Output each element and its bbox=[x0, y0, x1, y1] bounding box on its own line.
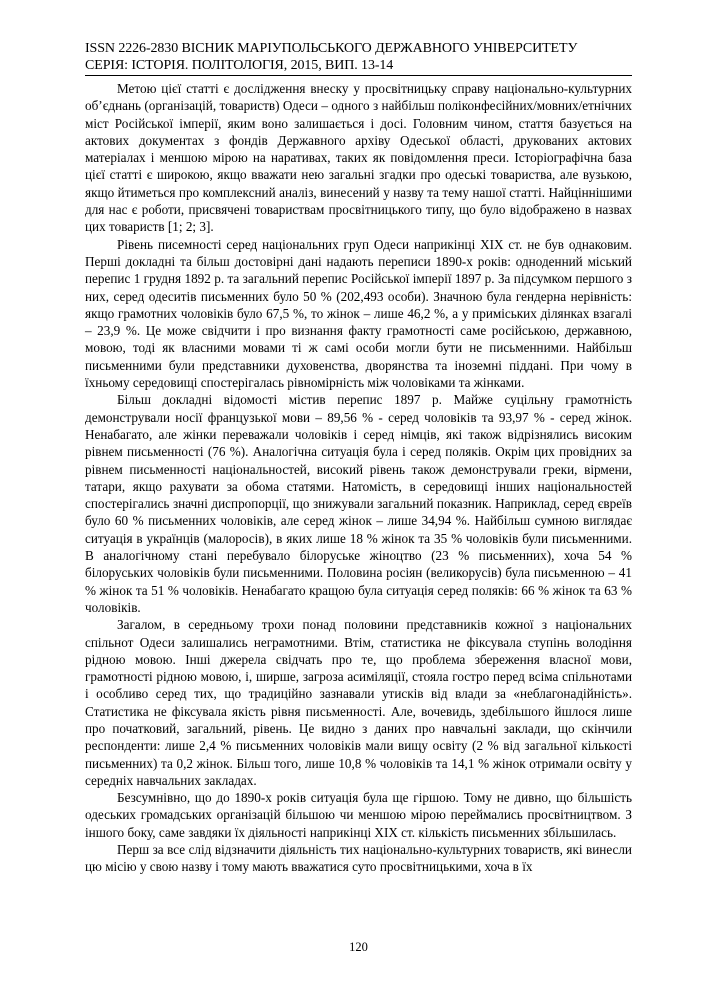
paragraph: Більш докладні відомості містив перепис 1897 р. Майже суцільну грамотність демонстрували носії французької мови – 89,56 % - серед чоловіків та 93,97 % - серед жінок. Ненабагато, але жінки переважали чоловіків і серед німців, які також відрізнялись високим рівнем письменності (76 %). Аналогічна ситуація була і серед поляків. Окрім цих провідних за рівнем письменності національностей, високий рівень також демонстрували греки, вірмени, татари, якщо рахувати за обома статями. Натомість, в середовищі інших національностей спостерігались значні диспропорції, що знижували загальний показник. Наприклад, серед євреїв було 60 % письменних чоловіків, але серед жінок – лише 34,94 %. Найбільш сумною виглядає ситуація в українців (малоросів), в яких лише 18 % жінок та 35 % чоловіків були письменними. В аналогічному стані перебувало білоруське жіноцтво (23 % письменних), хоча 54 % білоруських чоловіків були письменними. Половина росіян (великорусів) була письменною – 41 % жінок та 51 % чоловіків. Ненабагато кращою була ситуація серед поляків: 66 % жінок та 63 % чоловіків. bbox=[85, 392, 632, 615]
paragraph: Рівень писемності серед національних груп Одеси наприкінці XIX ст. не був однаковим. Перші докладні та більш достовірні дані надають переписи 1890-х років: одноденний міський перепис 1 грудня 1892 р. та загальний перепис Російської імперії 1897 р. За підсумком першого з них, серед одеситів письменних було 50 % (202,493 особи). Значною була гендерна нерівність: якщо грамотних чоловіків було 67,5 %, то жінок – лише 46,2 %, а у приміських ділянках взагалі – 23,9 %. Це може свідчити і про визнання факту грамотності саме російською, державною, мовою, тоді як власними мовами ті ж самі особи могли бути не письменними. Найбільш письменними були представники духовенства, дворянства та іноземні піддані. При чому в їхньому середовищі спостерігалась рівномірність між чоловіками та жінками. bbox=[85, 236, 632, 391]
page bbox=[85, 40, 632, 954]
page-number: 120 bbox=[349, 940, 368, 954]
journal-series-line: СЕРІЯ: ІСТОРІЯ. ПОЛІТОЛОГІЯ, 2015, ВИП. 13-14 bbox=[85, 58, 394, 73]
running-header bbox=[85, 40, 632, 76]
paragraph: Загалом, в середньому трохи понад половини представників кожної з національних спільнот Одеси залишались неграмотними. Втім, статистика не фіксувала ступінь володіння рідною мовою. Інші джерела свідчать про те, що проблема збереження власної мови, грамотності рідною мовою, і, ширше, загроза асиміляції, стояла гостро перед всіма спільнотами і особливо серед тих, що традиційно зазнавали утисків від влади за «неблагонадійність». Статистика не фіксувала якість рівня письменності. Але, вочевидь, здебільшого йшлося лише про початковий, загальний, рівень. Це видно з даних про навчальні заклади, що скінчили респонденти: лише 2,4 % письменних чоловіків мали вищу освіту (2 % від загальної кількості письменних) та 0,2 жінок. Більш того, лише 10,8 % чоловіків та 14,1 % жінок отримали освіту у середніх навчальних закладах. bbox=[85, 617, 632, 788]
paragraph: Перш за все слід відзначити діяльність тих національно-культурних товариств, які винесли цю місію у свою назву і тому мають вважатися суто просвітницькими, хоча в їх bbox=[85, 842, 632, 875]
paragraph: Метою цієї статті є дослідження внеску у просвітницьку справу національно-культурних об’єднань (організацій, товариств) Одеси – одного з найбільш поліконфесійних/мовних/етнічних міст Російської імперії, яким воно залишається і досі. Головним чином, стаття базується на актових документах з фондів Державного архіву Одеської області, друкованих актових матеріалах і меншою мірою на наративах, таких як повідомлення преси. Історіографічна база цієї статті є широкою, якщо вважати нею загальні згадки про одеські товариства, але вузькою, якщо йтиметься про комплексний аналіз, винесений у назву та тему нашої статті. Найціннішими для нас є роботи, присвячені товариствам просвітницького типу, що було відображено в назвах цих товариств [1; 2; 3]. bbox=[85, 81, 632, 235]
paragraph: Безсумнівно, що до 1890-х років ситуація була ще гіршою. Тому не дивно, що більшість одеських громадських організацій більшою чи меншою мірою переймались просвітництвом. З іншого боку, саме завдяки їх діяльності наприкінці XIX ст. кількість письменних збільшилась. bbox=[85, 790, 632, 840]
article-body bbox=[85, 80, 632, 876]
journal-title-line: ISSN 2226-2830 ВІСНИК МАРІУПОЛЬСЬКОГО ДЕРЖАВНОГО УНІВЕРСИТЕТУ bbox=[85, 41, 578, 56]
